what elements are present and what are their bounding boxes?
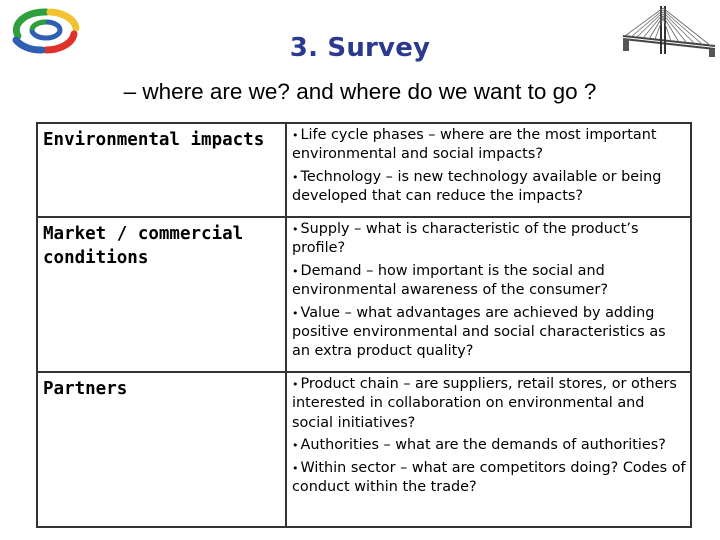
category-cell: Environmental impacts — [37, 123, 286, 217]
category-cell: Market / commercial conditions — [37, 217, 286, 372]
list-item: • Product chain – are suppliers, retail stores, or others interested in collaboration on environmental and social initiatives? — [292, 376, 677, 431]
category-cell: Partners — [37, 372, 286, 527]
bullet-icon: • — [292, 306, 299, 320]
bullet-icon: • — [292, 129, 299, 142]
slide-subtitle: – where are we? and where do we want to go ? — [123, 79, 597, 104]
description-cell — [286, 372, 691, 527]
bullet-icon: • — [292, 378, 299, 391]
survey-table — [36, 122, 692, 528]
bullet-icon: • — [292, 461, 299, 475]
bullet-icon: • — [292, 170, 299, 184]
bullet-icon: • — [292, 223, 299, 236]
description-cell — [286, 123, 691, 217]
bullet-icon: • — [292, 439, 299, 453]
list-item: • Value – what advantages are achieved by adding positive environmental and social characteristics as an extra product quality? — [292, 304, 666, 360]
slide-title: 3. Survey — [289, 33, 431, 63]
table-row — [37, 372, 691, 527]
description-cell — [286, 217, 691, 372]
table-row — [37, 217, 691, 372]
list-item: • Authorities – what are the demands of authorities? — [292, 437, 666, 454]
bullet-icon: • — [292, 264, 299, 278]
list-item: • Demand – how important is the social and environmental awareness of the consumer? — [292, 262, 608, 299]
list-item: • Life cycle phases – where are the most important environmental and social impacts? — [292, 127, 657, 163]
list-item: • Within sector – what are competitors doing? Codes of conduct within the trade? — [292, 459, 686, 496]
list-item: • Supply – what is characteristic of the product’s profile? — [292, 221, 639, 257]
table-row — [37, 123, 691, 217]
list-item: • Technology – is new technology available or being developed that can reduce the impacts? — [292, 168, 662, 205]
